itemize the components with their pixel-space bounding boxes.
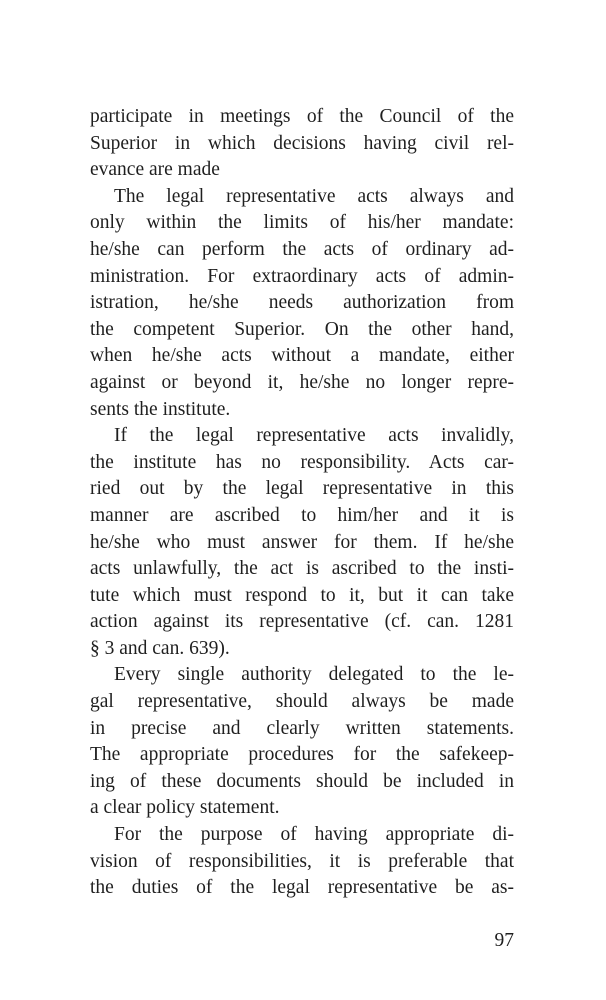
text-line: tute which must respond to it, but it can take — [90, 584, 514, 606]
text-line: For the purpose of having appropriate di- — [114, 824, 514, 846]
text-line: against or beyond it, he/she no longer repre- — [90, 371, 514, 393]
text-line: sents the institute. — [90, 398, 231, 420]
paragraph — [90, 423, 514, 662]
text-line: when he/she acts without a mandate, either — [90, 345, 514, 367]
text-line: Every single authority delegated to the le- — [114, 664, 514, 686]
text-line: the competent Superior. On the other hand, — [90, 318, 514, 340]
text-line: a clear policy statement. — [90, 797, 280, 819]
text-line: The appropriate procedures for the safekeep- — [90, 744, 514, 766]
text-line: he/she can perform the acts of ordinary ad- — [90, 238, 514, 260]
text-line: § 3 and can. 639). — [90, 637, 230, 659]
text-line: vision of responsibilities, it is preferable that — [90, 850, 514, 872]
paragraph — [90, 184, 514, 423]
text-line: the duties of the legal representative be as- — [90, 877, 514, 899]
text-line: manner are ascribed to him/her and it is — [90, 504, 514, 526]
paragraph — [90, 104, 514, 184]
text-line: action against its representative (cf. can. 1281 — [90, 611, 514, 633]
text-line: ministration. For extraordinary acts of admin- — [90, 265, 514, 287]
paragraph — [90, 662, 514, 822]
text-line: in precise and clearly written statements. — [90, 717, 514, 739]
text-line: he/she who must answer for them. If he/she — [90, 531, 514, 553]
text-line: If the legal representative acts invalidly, — [114, 425, 514, 447]
text-line: participate in meetings of the Council of the — [90, 106, 514, 127]
text-line: The legal representative acts always and — [114, 185, 514, 207]
text-line: ried out by the legal representative in this — [90, 478, 514, 500]
text-line: gal representative, should always be made — [90, 691, 514, 713]
text-line: istration, he/she needs authorization from — [90, 292, 514, 314]
text-line: acts unlawfully, the act is ascribed to the insti- — [90, 558, 514, 580]
page-number: 97 — [494, 930, 514, 951]
text-line: only within the limits of his/her mandate: — [90, 212, 514, 234]
text-line: evance are made — [90, 159, 220, 181]
text-line: ing of these documents should be included in — [90, 770, 514, 792]
page-body-text — [90, 104, 514, 902]
text-line: Superior in which decisions having civil rel- — [90, 132, 514, 154]
paragraph — [90, 822, 514, 902]
text-line: the institute has no responsibility. Acts car- — [90, 451, 514, 473]
